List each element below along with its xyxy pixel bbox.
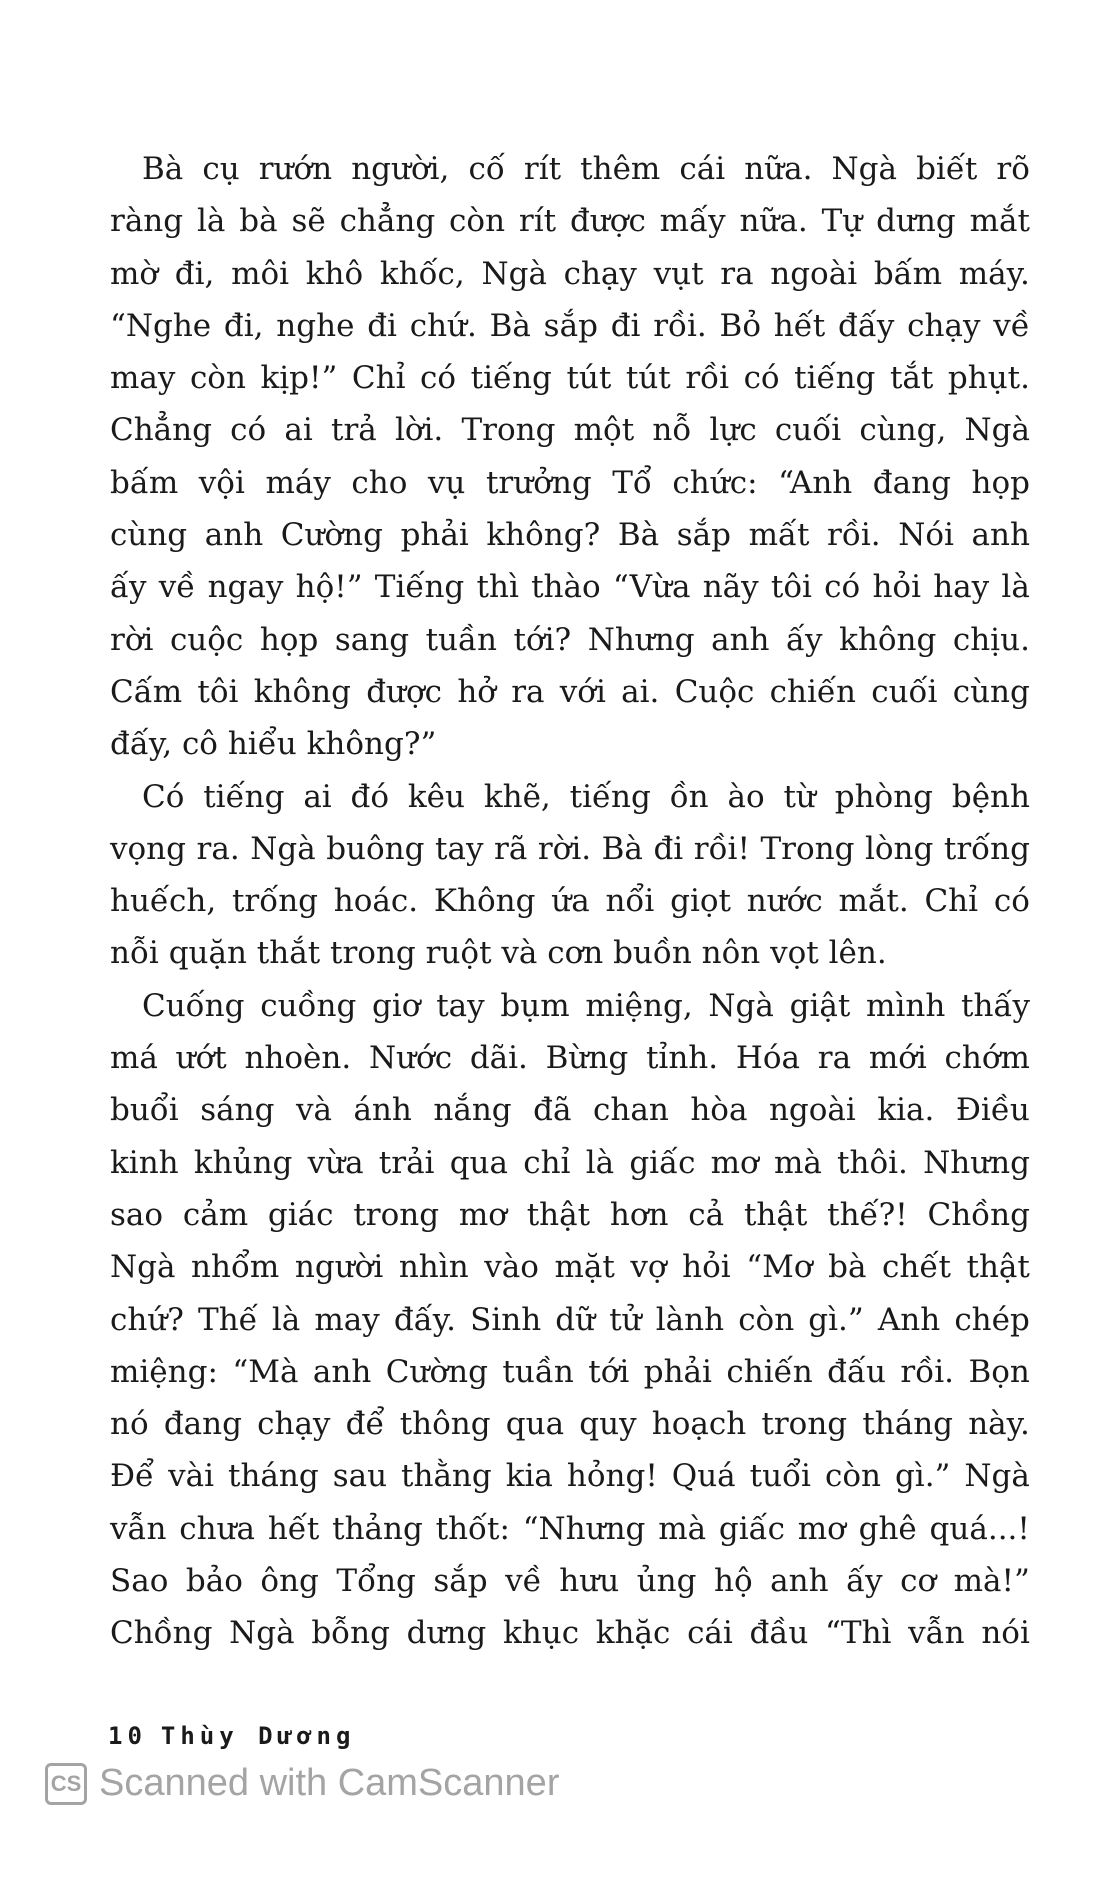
text-line: Để vài tháng sau thằng kia hỏng! Quá tuổi còn gì.” Ngà	[110, 1458, 1030, 1495]
text-line: chứ? Thế là may đấy. Sinh dữ tử lành còn gì.” Anh chép	[110, 1301, 1030, 1338]
camscanner-watermark	[45, 1762, 559, 1805]
page-number: 10	[108, 1722, 147, 1750]
text-line: má ướt nhoèn. Nước dãi. Bừng tỉnh. Hóa ra mới chớm	[110, 1040, 1030, 1077]
text-line: ấy về ngay hộ!” Tiếng thì thào “Vừa nãy tôi có hỏi hay là	[110, 569, 1030, 606]
text-line: Chồng Ngà bỗng dưng khục khặc cái đầu “Thì vẫn nói	[110, 1615, 1030, 1652]
text-line: sao cảm giác trong mơ thật hơn cả thật thế?! Chồng	[110, 1196, 1030, 1233]
text-line: đấy, cô hiểu không?”	[110, 726, 437, 763]
text-line: ràng là bà sẽ chẳng còn rít được mấy nữa. Tự dưng mắt	[110, 203, 1030, 240]
text-line: Cuống cuồng giơ tay bụm miệng, Ngà giật mình thấy	[142, 987, 1030, 1024]
camscanner-logo: CS	[45, 1763, 87, 1805]
body-text	[110, 143, 1030, 1660]
text-line: Bà cụ rướn người, cố rít thêm cái nữa. Ngà biết rõ	[142, 151, 1030, 187]
text-line: kinh khủng vừa trải qua chỉ là giấc mơ mà thôi. Nhưng	[110, 1144, 1030, 1181]
author-name: Thùy Dương	[160, 1722, 356, 1750]
text-line: Sao bảo ông Tổng sắp về hưu ủng hộ anh ấy cơ mà!”	[110, 1563, 1030, 1600]
text-line: mờ đi, môi khô khốc, Ngà chạy vụt ra ngoài bấm máy.	[110, 255, 1030, 292]
text-line: huếch, trống hoác. Không ứa nổi giọt nước mắt. Chỉ có	[110, 883, 1030, 920]
text-line: “Nghe đi, nghe đi chứ. Bà sắp đi rồi. Bỏ hết đấy chạy về	[110, 307, 1030, 344]
text-line: rời cuộc họp sang tuần tới? Nhưng anh ấy không chịu.	[110, 621, 1030, 658]
text-line: miệng: “Mà anh Cường tuần tới phải chiến đấu rồi. Bọn	[110, 1353, 1030, 1390]
text-line: vọng ra. Ngà buông tay rã rời. Bà đi rồi! Trong lòng trống	[110, 830, 1030, 867]
text-line: Có tiếng ai đó kêu khẽ, tiếng ồn ào từ phòng bệnh	[142, 778, 1030, 815]
text-line: Ngà nhổm người nhìn vào mặt vợ hỏi “Mơ bà chết thật	[110, 1249, 1030, 1286]
text-line: buổi sáng và ánh nắng đã chan hòa ngoài kia. Điều	[110, 1092, 1030, 1129]
text-line: bấm vội máy cho vụ trưởng Tổ chức: “Anh đang họp	[110, 464, 1030, 501]
watermark-text: Scanned with CamScanner	[99, 1762, 560, 1804]
text-line: nó đang chạy để thông qua quy hoạch trong tháng này.	[110, 1406, 1030, 1443]
text-line: Chẳng có ai trả lời. Trong một nỗ lực cuối cùng, Ngà	[110, 412, 1030, 449]
text-line: cùng anh Cường phải không? Bà sắp mất rồi. Nói anh	[110, 517, 1030, 554]
text-line: may còn kịp!” Chỉ có tiếng tút tút rồi có tiếng tắt phụt.	[110, 360, 1030, 397]
page-footer	[108, 1722, 369, 1750]
text-line: vẫn chưa hết thảng thốt: “Nhưng mà giấc mơ ghê quá...!	[110, 1510, 1030, 1547]
text-line: Cấm tôi không được hở ra với ai. Cuộc chiến cuối cùng	[110, 673, 1030, 710]
text-line: nỗi quặn thắt trong ruột và cơn buồn nôn vọt lên.	[110, 935, 887, 972]
